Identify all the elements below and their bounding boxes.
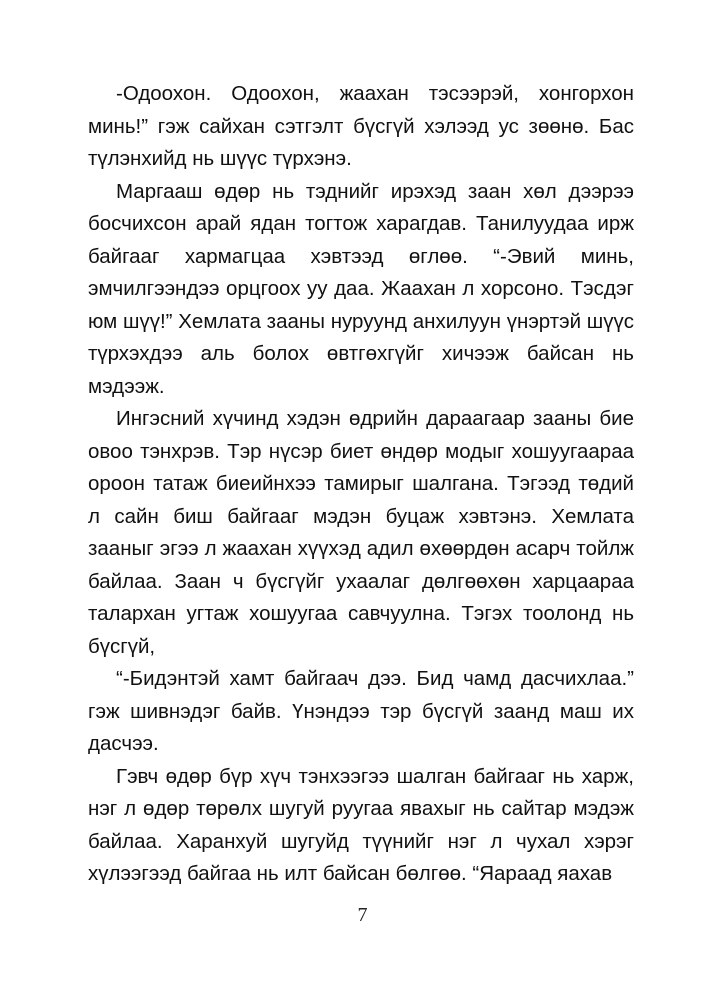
page-number: 7 <box>357 904 368 926</box>
page-body-text <box>88 78 634 891</box>
paragraph-5: Гэвч өдөр бүр хүч тэнхээгээ шалган байгааг нь харж, нэг л өдөр төрөлх шугуй руугаа явахыг нь сайтар мэдэж байлаа. Харанхуй шугуйд түүнийг нэг л чухал хэрэг хүлээгээд байгаа нь илт байсан бөлгөө. “Яараад яахав <box>88 764 634 885</box>
paragraph-4: “-Бидэнтэй хамт байгаач дээ. Бид чамд дасчихлаа.” гэж шивнэдэг байв. Үнэндээ тэр бүсгүй заанд маш их дасчээ. <box>88 667 634 755</box>
paragraph-3: Ингэсний хүчинд хэдэн өдрийн дараагаар зааны бие овоо тэнхрэв. Тэр нүсэр биет өндөр модыг хошуугаараа ороон татаж биеийнхээ тамирыг шалгана. Тэгээд төдий л сайн биш байгааг мэдэн буцаж хэвтэнэ. Хемлата зааныг эгээ л жаахан хүүхэд адил өхөөрдөн асарч тойлж байлаа. Заан ч бүсгүйг ухаалаг дөлгөөхөн харцаараа талархан угтаж хошуугаа савчуулна. Тэгэх тоолонд нь бүсгүй, <box>88 407 634 658</box>
paragraph-2: Маргааш өдөр нь тэднийг ирэхэд заан хөл дээрээ босчихсон арай ядан тогтож харагдав. Танилуудаа ирж байгааг хармагцаа хэвтээд өглөө. “-Эвий минь, эмчилгээндээ орцгоох уу даа. Жаахан л хорсоно. Тэсдэг юм шүү!” Хемлата зааны нуруунд анхилуун үнэртэй шүүс түрхэхдээ аль болох өвтгөхгүйг хичээж байсан нь мэдээж. <box>88 179 634 398</box>
paragraph-1: -Одоохон. Одоохон, жаахан тэсээрэй, хонгорхон минь!” гэж сайхан сэтгэлт бүсгүй хэлээд ус зөөнө. Бас түлэнхийд нь шүүс түрхэнэ. <box>88 82 634 170</box>
